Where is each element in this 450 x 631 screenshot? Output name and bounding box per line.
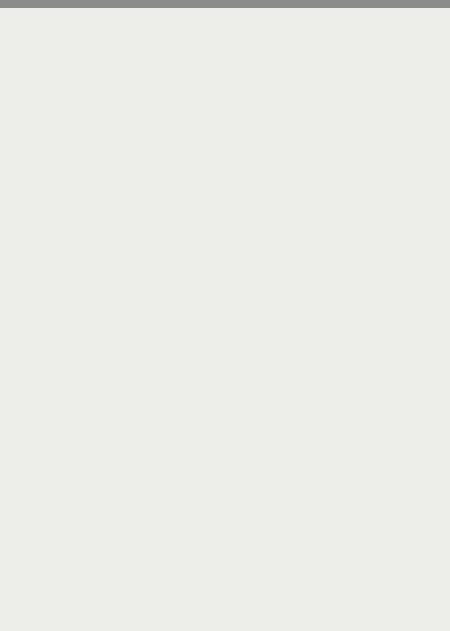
running-header	[0, 0, 450, 8]
